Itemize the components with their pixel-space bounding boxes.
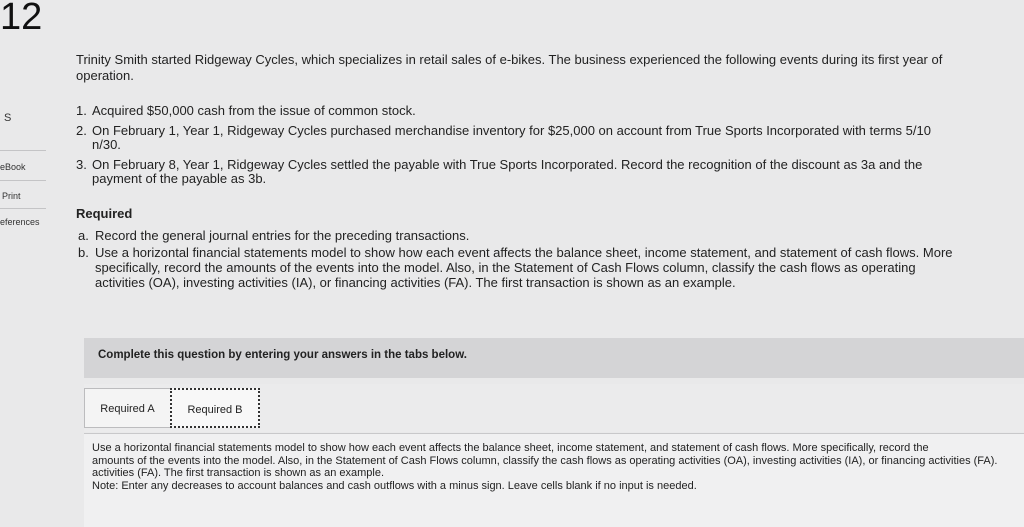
instructions-panel <box>84 433 1024 527</box>
list-item-number: 1. <box>76 103 87 118</box>
instructions-line: amounts of the events into the model. Also, in the Statement of Cash Flows column, classify the cash flows as operating activities (OA), investing activities (IA), or financing activities (FA). <box>92 454 998 467</box>
events-list <box>76 104 956 192</box>
list-item-text: Acquired $50,000 cash from the issue of common stock. <box>92 103 416 118</box>
list-item <box>76 124 956 152</box>
list-item-number: 3. <box>76 157 87 172</box>
sidebar-ebook-link[interactable]: eBook <box>0 162 26 172</box>
tab-bar <box>84 384 1024 432</box>
list-item <box>78 228 958 243</box>
list-item <box>78 245 958 290</box>
instructions-line: Use a horizontal financial statements model to show how each event affects the balance sheet, income statement, and statement of cash flows. More specifically, record the <box>92 442 929 454</box>
question-number: 12 <box>0 0 43 38</box>
required-list <box>78 228 958 292</box>
sidebar-references-link[interactable]: eferences <box>0 217 40 227</box>
sidebar-divider <box>0 208 46 209</box>
sidebar-print-link[interactable]: Print <box>2 191 21 201</box>
list-item-number: 2. <box>76 123 87 138</box>
required-heading: Required <box>76 206 133 221</box>
list-item-letter: a. <box>78 228 89 243</box>
sidebar-divider <box>0 150 46 151</box>
sidebar-divider <box>0 180 46 181</box>
list-item-text: On February 1, Year 1, Ridgeway Cycles purchased merchandise inventory for $25,000 on account from True Sports Incorporated with terms 5/10 n/30. <box>92 123 931 152</box>
tab-required-a[interactable]: Required A <box>84 388 170 428</box>
question-intro: Trinity Smith started Ridgeway Cycles, which specializes in retail sales of e-bikes. The business experienced the following events during its first year of operation. <box>76 52 943 83</box>
list-item-letter: b. <box>78 245 89 260</box>
tab-required-b[interactable]: Required B <box>170 388 260 428</box>
list-item-text: On February 8, Year 1, Ridgeway Cycles settled the payable with True Sports Incorporated. Record the recognition of the discount as 3a and the payment of the payable as 3b. <box>92 157 923 186</box>
list-item-text: Use a horizontal financial statements model to show how each event affects the balance sheet, income statement, and statement of cash flows. More specifically, record the amounts of the events into the model. Also, in the Statement of Cash Flows column, classify the cash flows as operating activities (OA), investing activities (IA), or financing activities (FA). The first transaction is shown as an example. <box>95 245 953 290</box>
instructions-line: activities (FA). The first transaction is shown as an example. <box>92 467 385 479</box>
list-item <box>76 158 956 186</box>
tabs-banner: Complete this question by entering your answers in the tabs below. <box>84 338 1024 378</box>
list-item-text: Record the general journal entries for the preceding transactions. <box>95 228 470 243</box>
list-item <box>76 104 956 118</box>
sidebar-s-label: S <box>4 112 12 124</box>
instructions-note: Note: Enter any decreases to account balances and cash outflows with a minus sign. Leave cells blank if no input is needed. <box>92 479 697 492</box>
